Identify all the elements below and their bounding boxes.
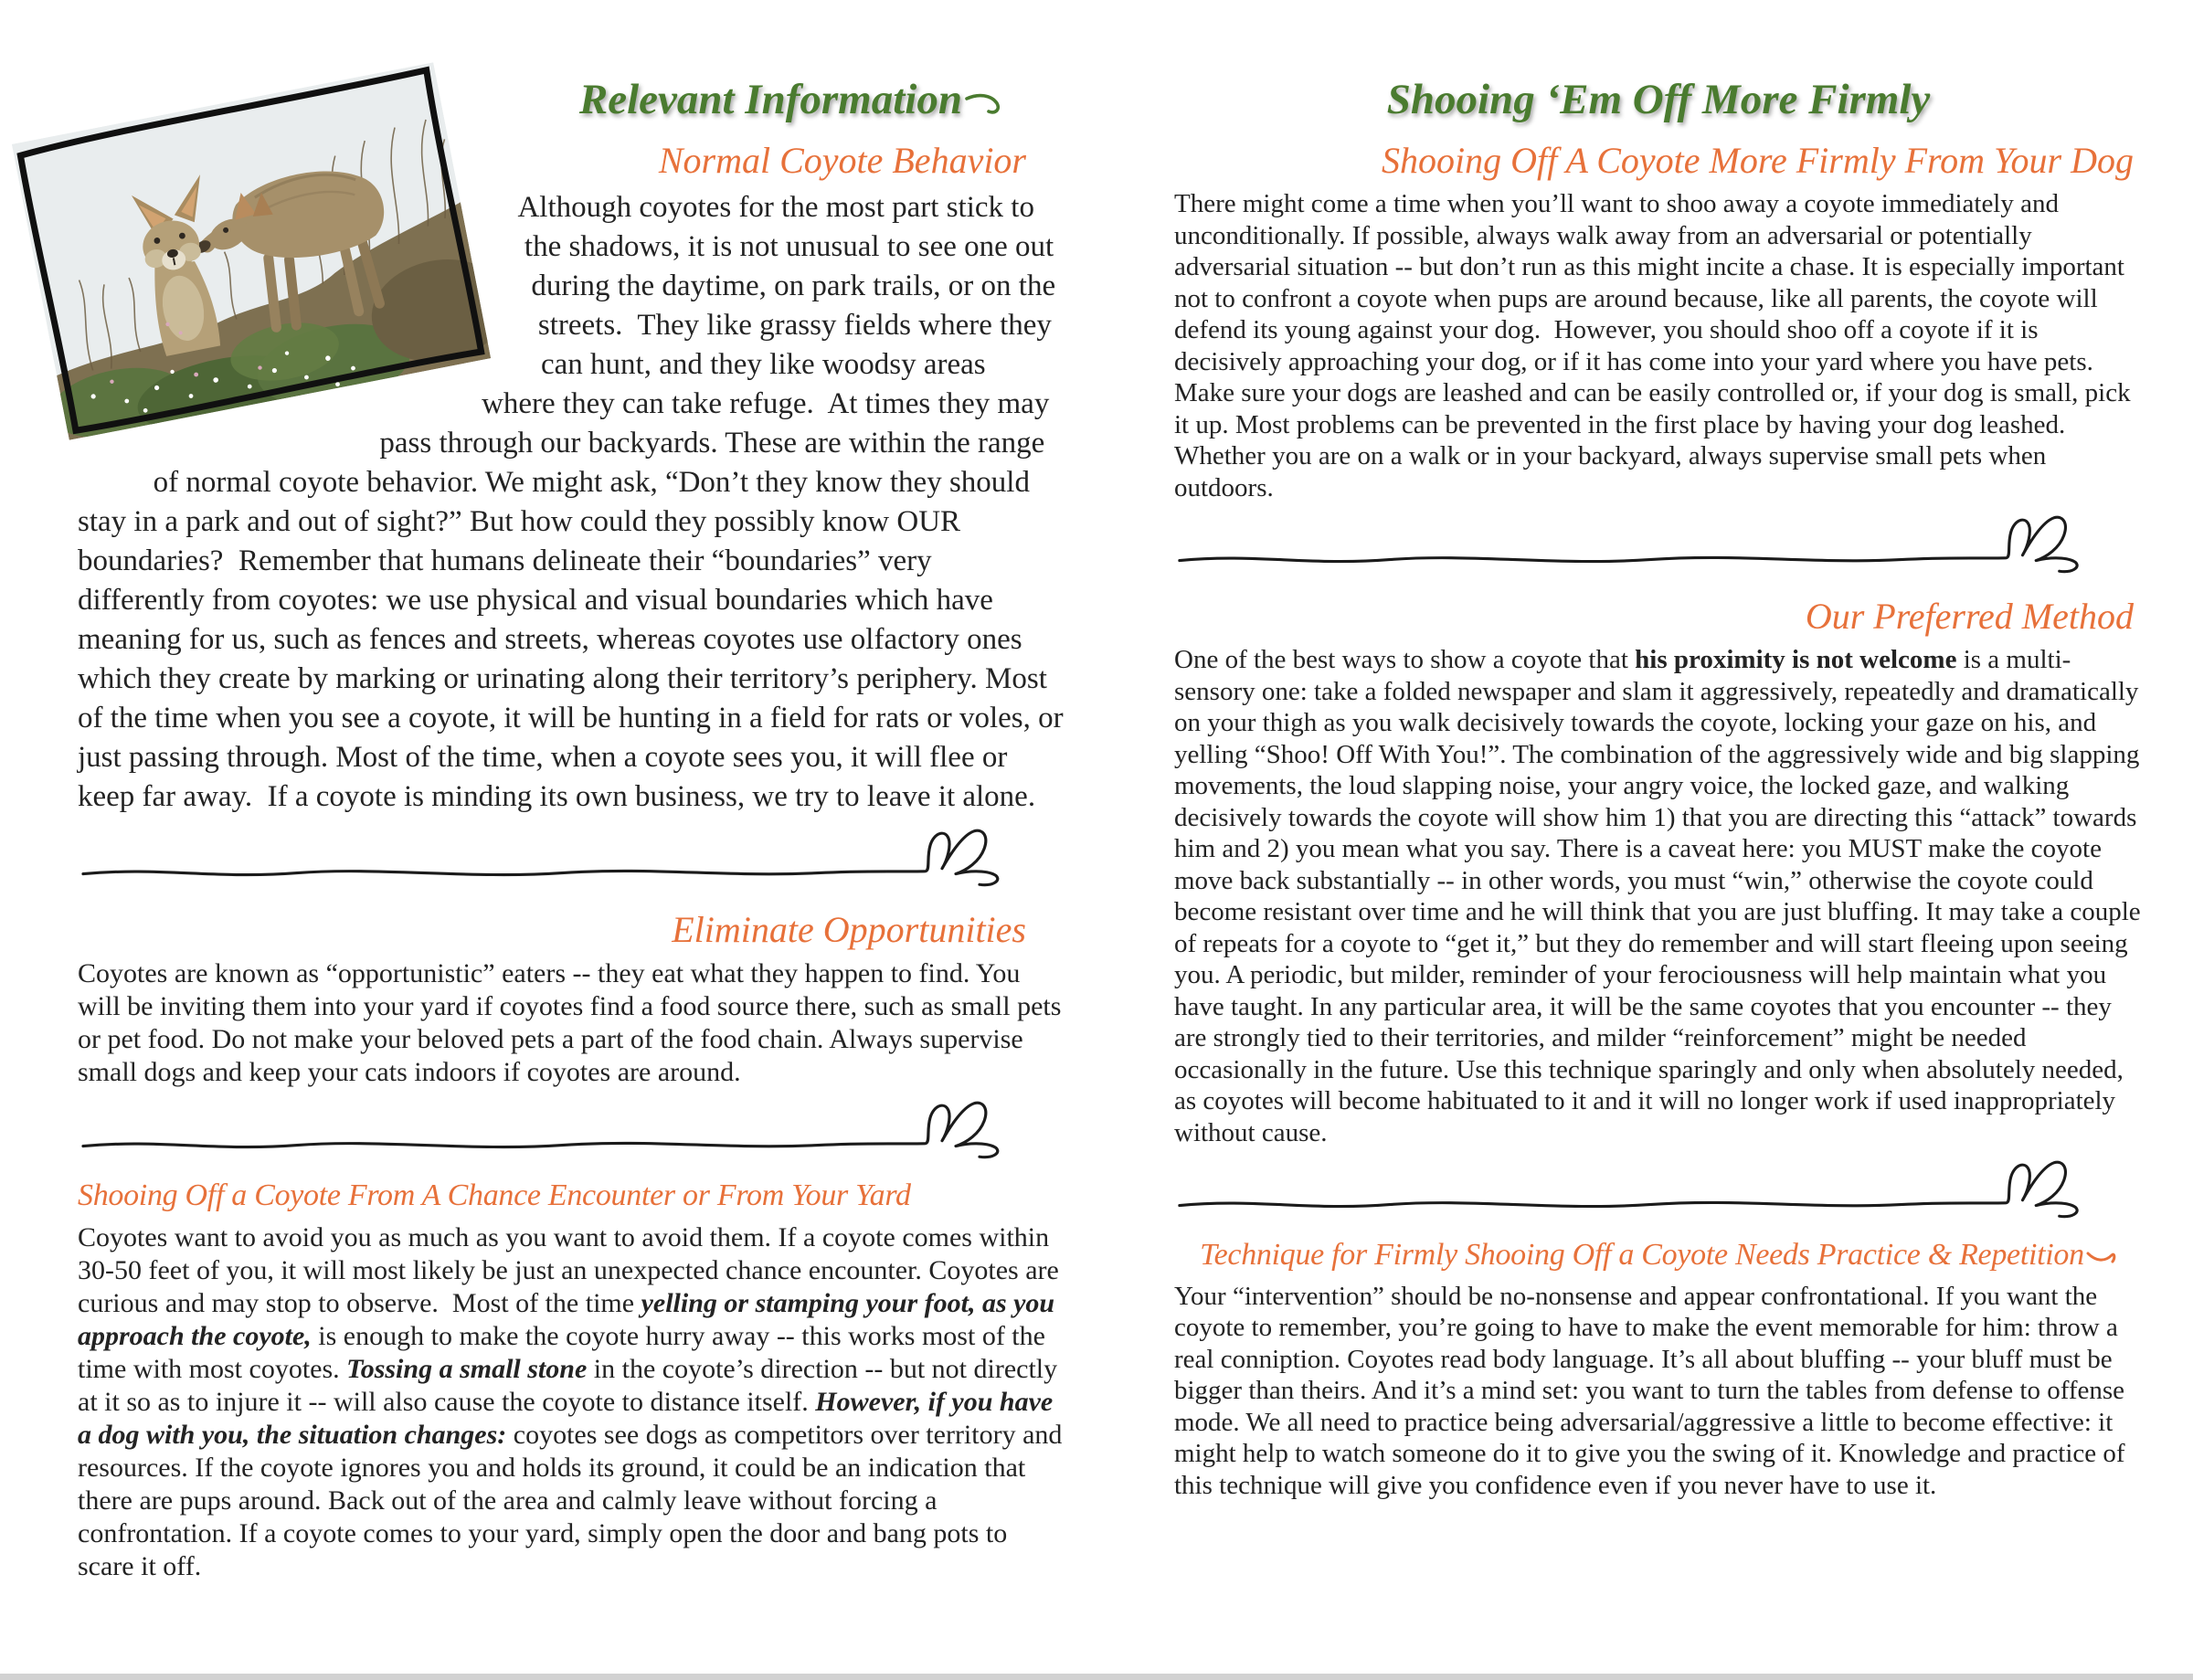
paragraph-preferred-method: [1174, 644, 2147, 1148]
heading-eliminate-opportunities: Eliminate Opportunities: [672, 909, 1026, 951]
divider-squiggle: [1174, 1156, 2143, 1225]
heading-shooing-chance-encounter: Shooing Off a Coyote From A Chance Encounter or From Your Yard: [78, 1178, 911, 1213]
divider-squiggle: [1174, 511, 2143, 580]
heading-technique-text: Technique for Firmly Shooing Off a Coyote Needs Practice & Repetition: [1200, 1238, 2084, 1273]
paragraph-segment: his proximity is not welcome: [1635, 645, 1957, 675]
heading-shoo-off-from-dog: Shooing Off A Coyote More Firmly From Your Dog: [1382, 140, 2134, 182]
title-swash-icon: [964, 90, 1004, 117]
heading-normal-coyote-behavior: Normal Coyote Behavior: [658, 140, 1026, 182]
paragraph-segment: One of the best ways to show a coyote that: [1174, 645, 1636, 675]
paragraph-segment: is enough to make the coyote hurry away -- this works most of the time with most coyotes.: [78, 1320, 1053, 1384]
paragraph-shoo-off-from-dog: There might come a time when you’ll want to shoo away a coyote immediately and unconditionally. If possible, always walk away from an adversarial or potentially adversarial situation -- but don’t run as this might incite a chase. It is especially important not to confront a coyote when pups are around because, like all parents, the coyote will defend its young against your dog. However, you should shoo off a coyote if it is decisively approaching your dog, or if it has come into your yard where you have pets. Make sure your dogs are leashed and can be easily controlled or, if your dog is small, pick it up. Most problems can be prevented in the first place by having your dog leashed. Whether you are on a walk or in your backyard, always supervise small pets when outdoors.: [1174, 189, 2137, 502]
paragraph-segment: yelling or stamping your foot, as you approach the coyote,: [78, 1287, 1062, 1351]
page-title-left-text: Relevant Information: [578, 76, 962, 123]
divider-squiggle: [78, 824, 1065, 893]
heading-technique-practice: [1174, 1236, 2143, 1275]
paragraph-segment: However, if you have a dog with you, the situation changes:: [78, 1386, 1060, 1450]
paragraph-shooing-chance-encounter: [78, 1221, 1069, 1583]
right-page: [1174, 0, 2147, 1501]
paragraph-segment: is a multi-sensory one: take a folded newspaper and slam it aggressively, repeatedly and dramatically on your thigh as you walk decisively towards the coyote, locking your gaze on his, and yelling “Shoo! Off With You!”. The combination of the aggressively wide and big slapping movements, the loud slapping noise, your angry voice, the locked gaze, and walking decisively towards the coyote will show him 1) that you are directing this “attack” towards him and 2) you mean what you say. There is a caveat here: you MUST make the coyote move back substantially -- in other words, you must “win,” otherwise the coyote could become resistant over time and he will think that you are just bluffing. It may take a couple of repeats for a coyote to “get it,” but they do remember and will start fleeing upon seeing you. A periodic, but milder, reminder of your ferociousness will help maintain what you have taught. In any particular area, it will be the same coyotes that you encounter -- they are strongly tied to their territories, and milder “reinforcement” might be needed occasionally in the future. Use this technique sparingly and only when absolutely needed, as coyotes will become habituated to it and it will no longer work if used inappropriately without cause.: [1174, 645, 2147, 1147]
heading-preferred-method: Our Preferred Method: [1805, 596, 2134, 638]
paragraph-segment: coyotes see dogs as competitors over territory and resources. If the coyote ignores you and holds its ground, it could be an indication that there are pups around. Back out of the area and calmly leave without forcing a confrontation. If a coyote comes to your yard, simply open the door and bang pots to scare it off.: [78, 1419, 1069, 1581]
paragraph-segment: Tossing a small stone: [346, 1353, 588, 1384]
heading-swash-icon: [2086, 1246, 2117, 1268]
page-title-right: Shooing ‘Em Off More Firmly: [1386, 76, 1931, 123]
divider-squiggle: [78, 1096, 1065, 1166]
paragraph-text: Although coyotes for the most part stick to the shadows, it is not unusual to see one out during the daytime, on park trails, or on the streets. They like grassy fields where they can hunt, and they like woodsy areas where they can take refuge. At times they may pass through our backyards. These are within the range of normal coyote behavior. We might ask, “Don’t they know they should stay in a park and out of sight?” But how could they possibly know OUR boundaries? Remember that humans delineate their “boundaries” very differently from coyotes: we use physical and visual boundaries which have meaning for us, such as fences and streets, whereas coyotes use olfactory ones which they create by marking or urinating along their territory’s periphery. Most of the time when you see a coyote, it will be hunting in a field for rats or voles, or just passing through. Most of the time, when a coyote sees you, it will flee or keep far away. If a coyote is minding its own business, we try to leave it alone.: [78, 191, 1071, 814]
paragraph-technique-practice: Your “intervention” should be no-nonsense and appear confrontational. If you want the coyote to remember, you’re going to have to make the event memorable for him: throw a real conniption. Coyotes read body language. It’s all about bluffing -- your bluff must be bigger than theirs. And it’s a mind set: you want to turn the tables from defense to offense mode. We all need to practice being adversarial/aggressive a little to become effective: it might help to watch someone do it to give you the swing of it. Knowledge and practice of this technique will give you confidence even if you never have to use it.: [1174, 1281, 2132, 1500]
paragraph-segment: in the coyote’s direction -- but not directly at it so as to injure it -- will also cause the coyote to distance itself.: [78, 1353, 1065, 1417]
paragraph-eliminate-opportunities: Coyotes are known as “opportunistic” eaters -- they eat what they happen to find. You will be inviting them into your yard if coyotes find a food source there, such as small pets or pet food. Do not make your beloved pets a part of the food chain. Always supervise small dogs and keep your cats indoors if coyotes are around.: [78, 958, 1068, 1088]
paragraph-segment: Coyotes want to avoid you as much as you want to avoid them. If a coyote comes within 30-50 feet of you, it will most likely be just an unexpected chance encounter. Coyotes are curious and may stop to observe. Most of the time: [78, 1221, 1066, 1318]
bottom-edge-bar: [0, 1674, 2193, 1680]
